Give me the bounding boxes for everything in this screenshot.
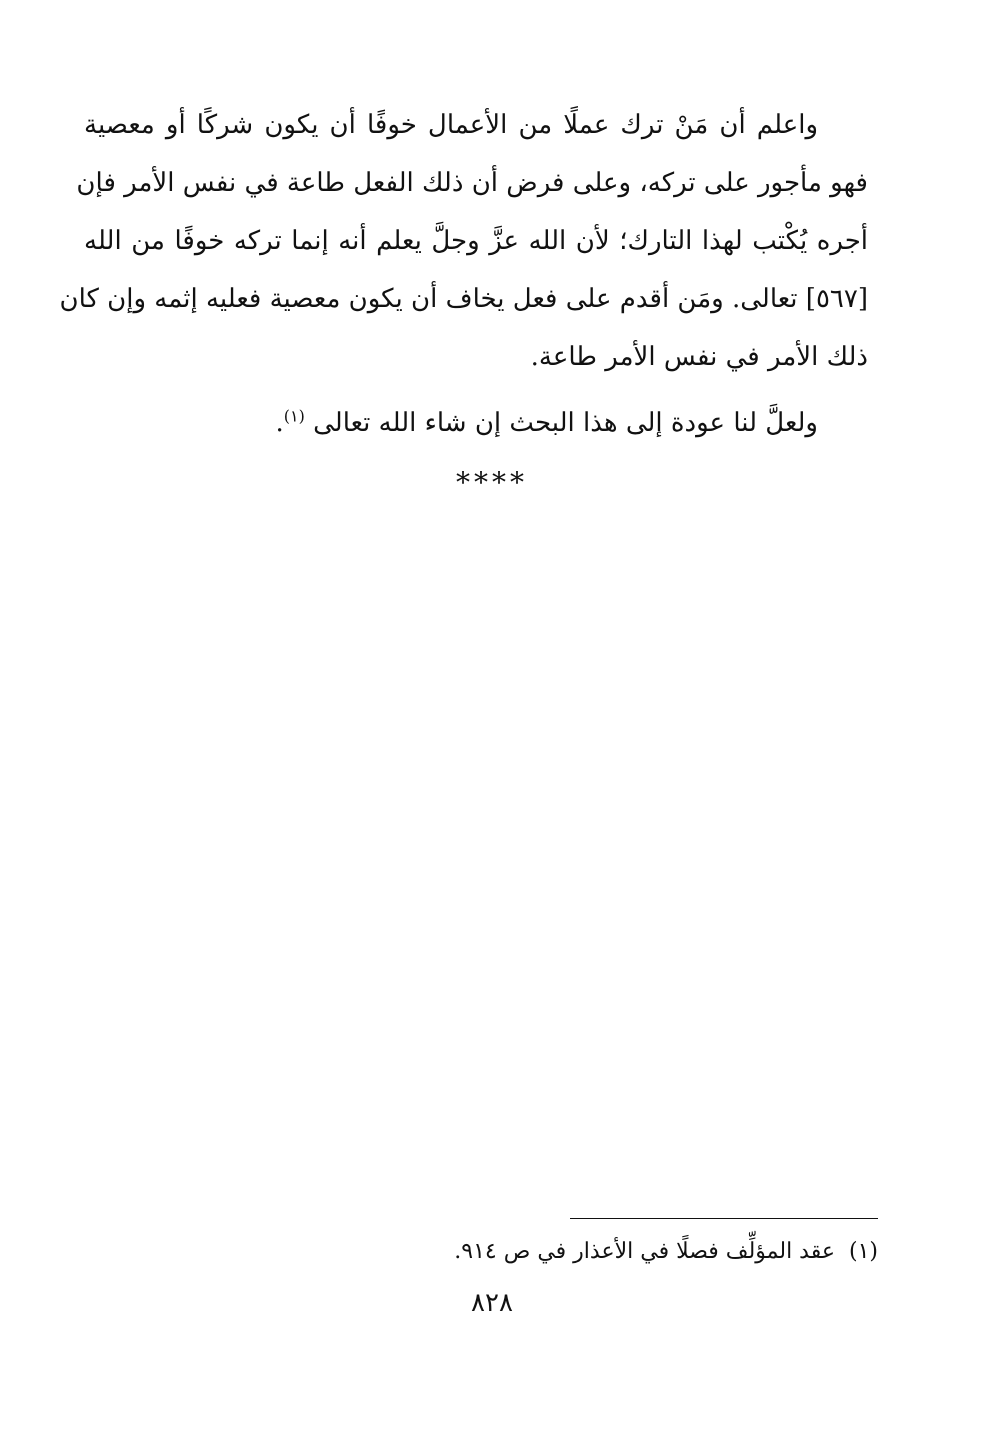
footnote-marker: (١) (848, 1239, 878, 1264)
page-number: ٨٢٨ (471, 1288, 513, 1318)
footnote-divider (570, 1218, 878, 1219)
text-line: فهو مأجور على تركه، وعلى فرض أن ذلك الفعل طاعة في نفس الأمر فإن (76, 168, 868, 198)
text-line: [٥٦٧] تعالى. ومَن أقدم على فعل يخاف أن يكون معصية فعليه إثمه وإن كان (59, 284, 868, 314)
closing-period: . (275, 408, 284, 438)
footnote-text: عقد المؤلِّف فصلًا في الأعذار في ص ٩١٤. (454, 1239, 835, 1264)
main-text-block (59, 96, 868, 452)
footnote-reference[interactable]: (١) (283, 406, 305, 426)
text-line: أجره يُكْتب لهذا التارك؛ لأن الله عزَّ وجلَّ يعلم أنه إنما تركه خوفًا من الله (84, 226, 868, 256)
footnote (84, 1232, 878, 1272)
text-line: ذلك الأمر في نفس الأمر طاعة. (530, 342, 868, 372)
text-line: واعلم أن مَنْ ترك عملًا من الأعمال خوفًا أن يكون شركًا أو معصية (84, 110, 818, 140)
closing-text: ولعلَّ لنا عودة إلى هذا البحث إن شاء الله تعالى (313, 408, 818, 438)
section-separator: **** (456, 466, 528, 499)
closing-paragraph (84, 394, 868, 452)
